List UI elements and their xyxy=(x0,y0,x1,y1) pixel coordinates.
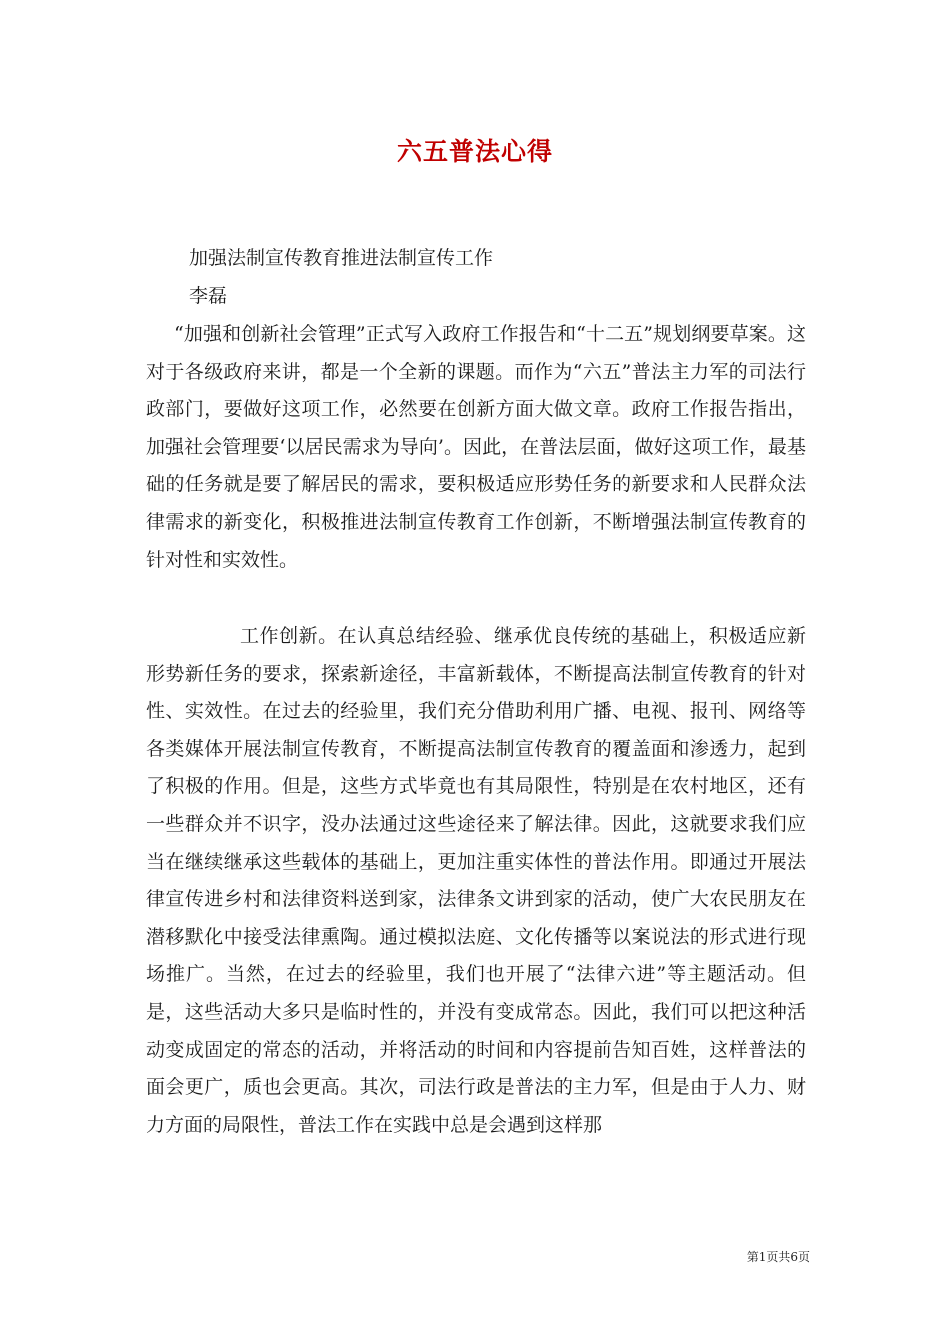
page-number: 第1页共6页 xyxy=(746,1250,810,1264)
document-subtitle: 加强法制宣传教育推进法制宣传工作 xyxy=(189,247,494,269)
body-paragraph-1: “加强和创新社会管理”正式写入政府工作报告和“十二五”规划纲要草案。这对于各级政府来讲，都是一个全新的课题。而作为“六五”普法主力军的司法行政部门，要做好这项工作，必然要在创新方面大做文章。政府工作报告指出，加强社会管理要‘以居民需求为导向’。因此，在普法层面，做好这项工作，最基础的任务就是要了解居民的需求，要积极适应形势任务的新要求和人民群众法律需求的新变化，积极推进法制宣传教育工作创新，不断增强法制宣传教育的针对性和实效性。 xyxy=(146,323,806,571)
document-author: 李磊 xyxy=(189,285,228,307)
document-title: 六五普法心得 xyxy=(396,137,553,166)
body-paragraph-2: 工作创新。在认真总结经验、继承优良传统的基础上，积极适应新形势新任务的要求，探索新途径，丰富新载体，不断提高法制宣传教育的针对性、实效性。在过去的经验里，我们充分借助利用广播、电视、报刊、网络等各类媒体开展法制宣传教育，不断提高法制宣传教育的覆盖面和渗透力，起到了积极的作用。但是，这些方式毕竟也有其局限性，特别是在农村地区，还有一些群众并不识字，没办法通过这些途径来了解法律。因此，这就要求我们应当在继续继承这些载体的基础上，更加注重实体性的普法作用。即通过开展法律宣传进乡村和法律资料送到家，法律条文讲到家的活动，使广大农民朋友在潜移默化中接受法律熏陶。通过模拟法庭、文化传播等以案说法的形式进行现场推广。当然，在过去的经验里，我们也开展了“法律六进”等主题活动。但是，这些活动大多只是临时性的，并没有变成常态。因此，我们可以把这种活动变成固定的常态的活动，并将活动的时间和内容提前告知百姓，这样普法的面会更广，质也会更高。其次，司法行政是普法的主力军，但是由于人力、财力方面的局限性，普法工作在实践中总是会遇到这样那 xyxy=(146,625,806,1136)
